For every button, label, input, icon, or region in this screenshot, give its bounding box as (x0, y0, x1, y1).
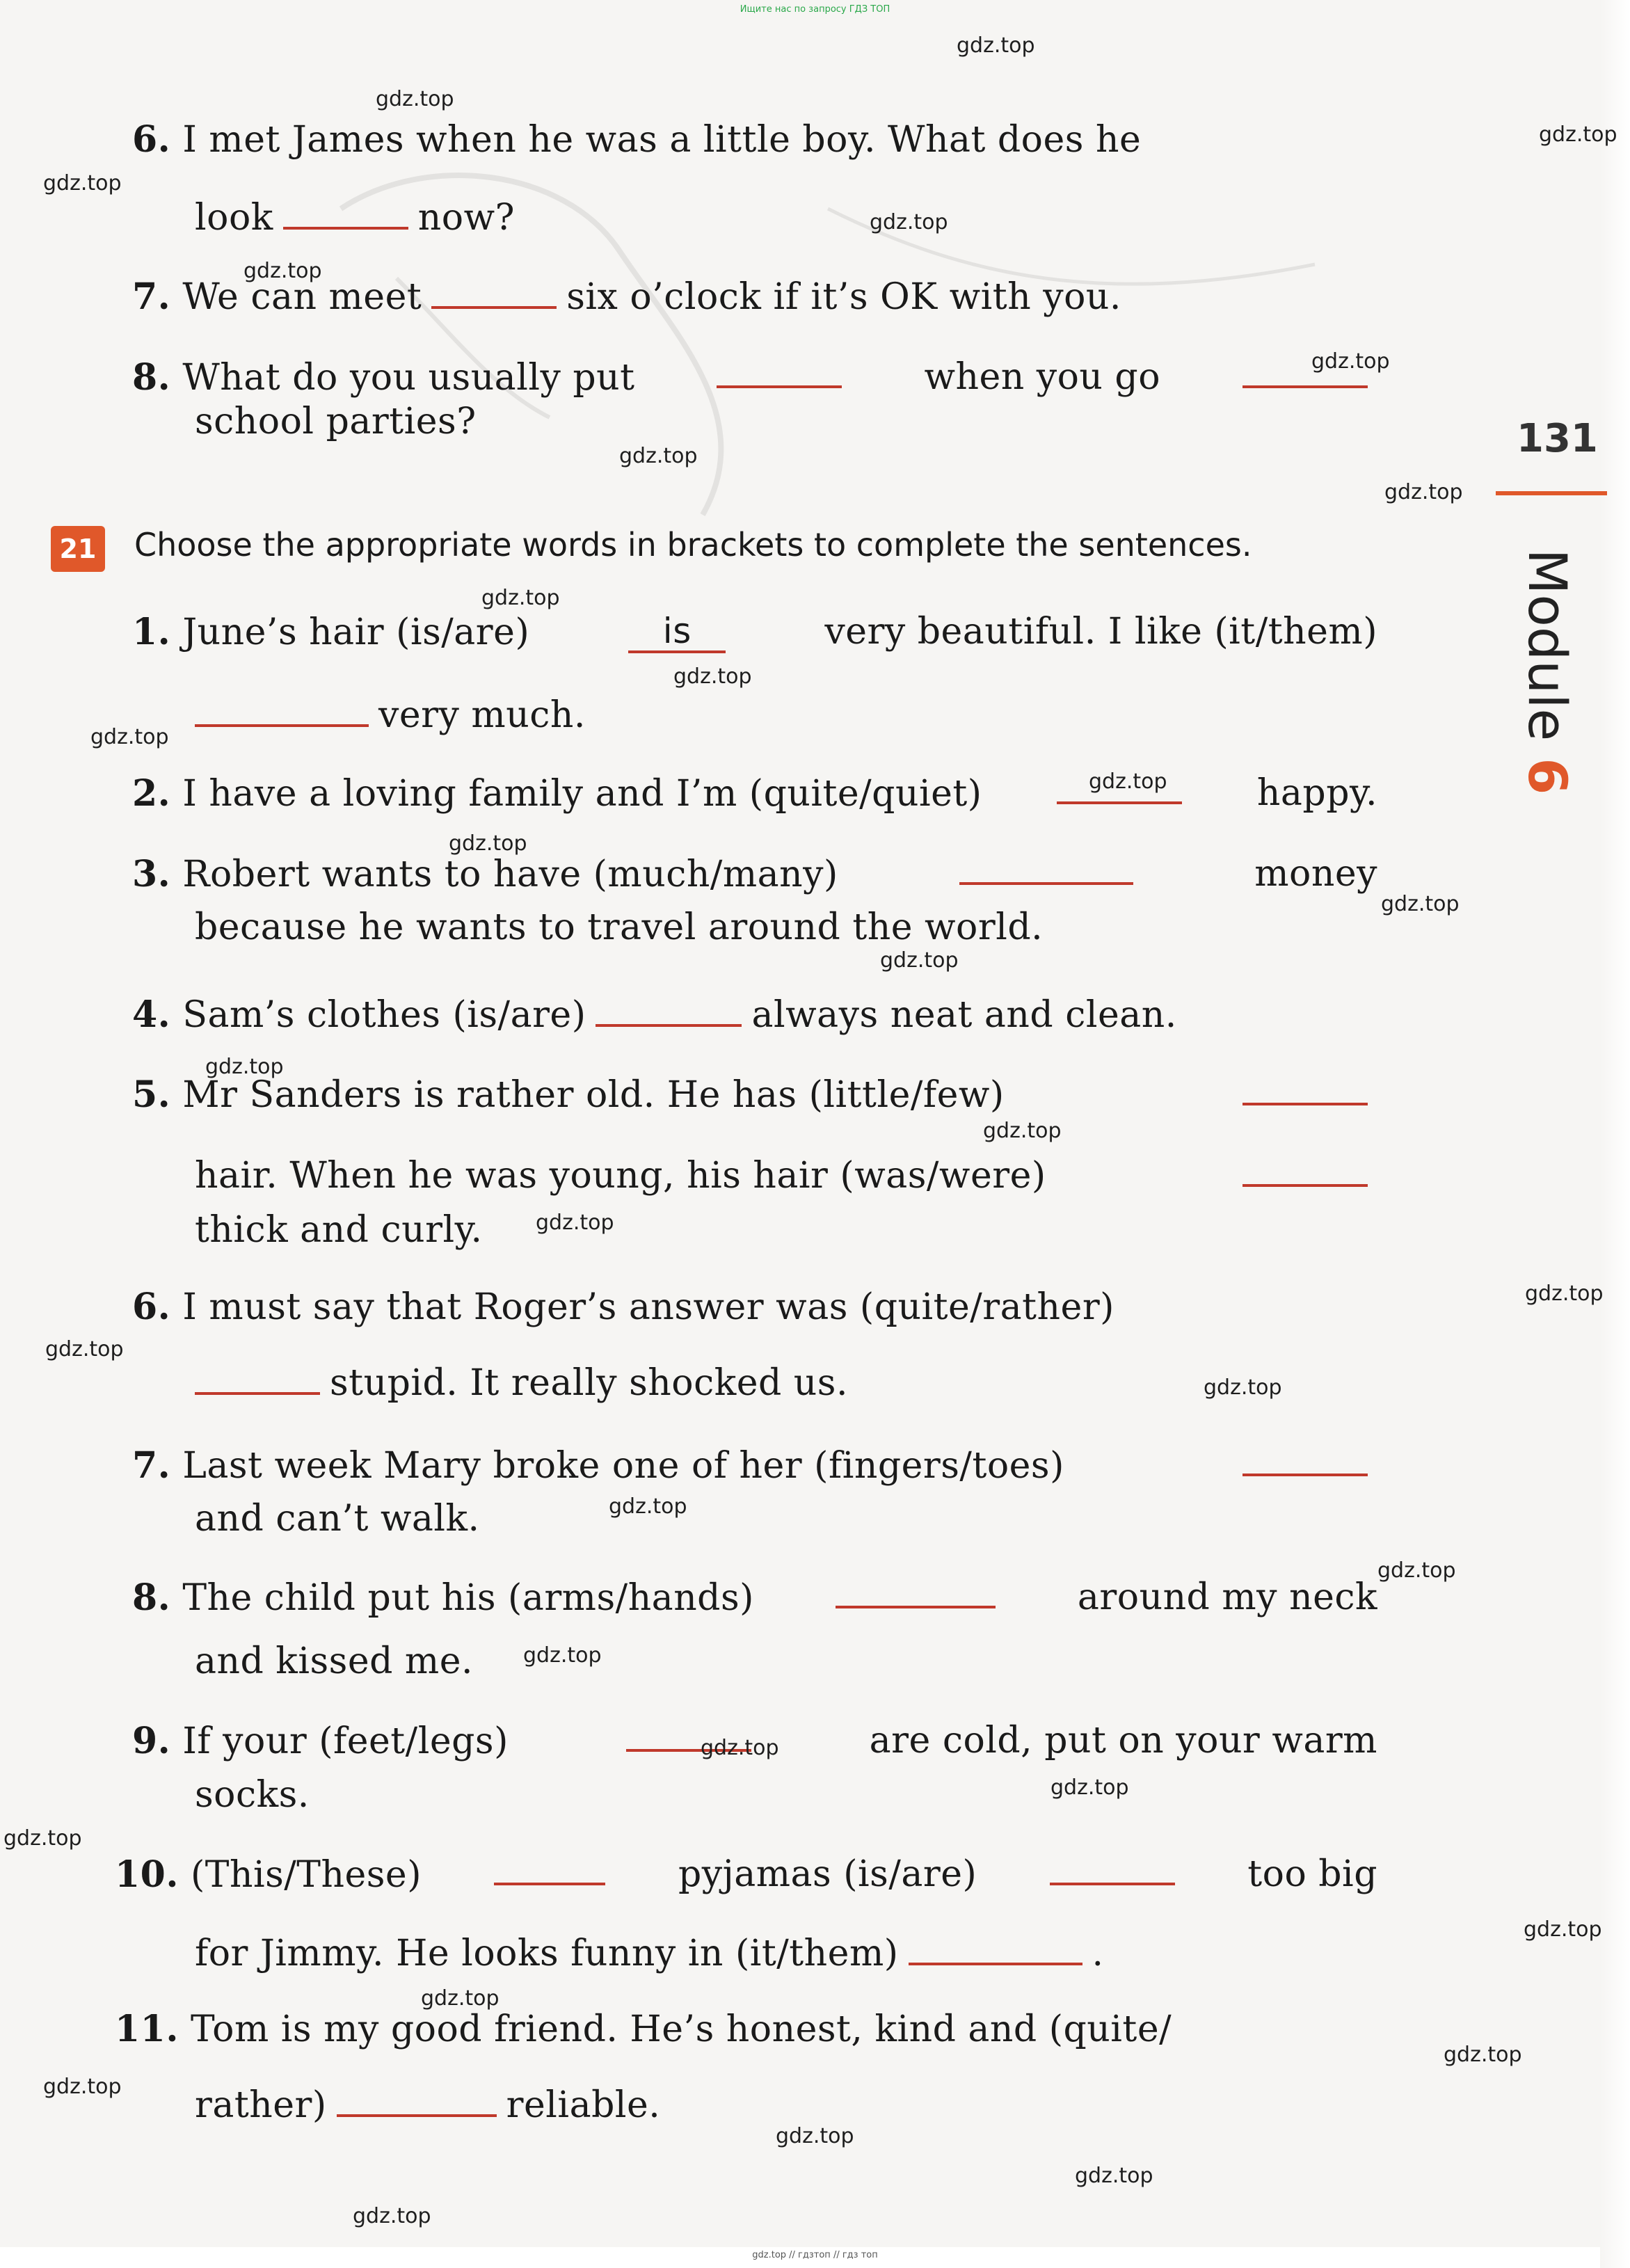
item-text: June’s hair (is/are) (182, 612, 530, 653)
exercise-instruction: Choose the appropriate words in brackets to complete the sentences. (134, 526, 1252, 564)
item-text: because he wants to travel around the world. (195, 907, 1044, 948)
prev-item-text: What do you usually put (182, 357, 635, 399)
answer-blank[interactable] (596, 996, 742, 1027)
exercise-item-10-line1 (115, 1855, 1377, 1895)
prev-item-text: now? (417, 197, 515, 239)
item-text: very beautiful. I like (it/them) (824, 611, 1377, 653)
item-text: for Jimmy. He looks funny in (it/them) (195, 1933, 899, 1974)
prev-item-text: I met James when he was a little boy. What does he (182, 119, 1142, 161)
answer-blank[interactable] (959, 854, 1133, 885)
exercise-number-badge: 21 (51, 526, 105, 572)
item-text: socks. (195, 1774, 310, 1816)
item-text: The child put his (arms/hands) (182, 1577, 754, 1619)
watermark: gdz.top (536, 1211, 614, 1235)
item-text: Robert wants to have (much/many) (182, 854, 838, 895)
item-text: reliable. (506, 2084, 661, 2126)
watermark: gdz.top (1444, 2043, 1522, 2067)
exercise-item-6-line1 (132, 1287, 1377, 1327)
prev-item-number: 8. (132, 356, 171, 399)
watermark: gdz.top (701, 1736, 779, 1760)
exercise-item-9-line2 (195, 1775, 310, 1815)
prev-item-text: when you go (924, 356, 1161, 398)
item-text: Mr Sanders is rather old. He has (little/few) (182, 1074, 1005, 1116)
exercise-item-11-line2 (195, 2086, 660, 2125)
answer-blank[interactable] (1243, 1075, 1368, 1105)
watermark: gdz.top (983, 1119, 1062, 1143)
item-text: hair. When he was young, his hair (was/were) (195, 1155, 1046, 1197)
watermark: gdz.top (1539, 122, 1617, 147)
item-text: I must say that Roger’s answer was (quite/rather) (182, 1286, 1114, 1328)
watermark: gdz.top (353, 2204, 431, 2228)
watermark: gdz.top (90, 725, 169, 749)
exercise-item-7-line2 (195, 1499, 480, 1539)
prev-item-6-line1 (132, 120, 1377, 160)
exercise-item-5-line3 (195, 1211, 483, 1250)
item-text: thick and curly. (195, 1209, 483, 1251)
exercise-item-10-line2 (195, 1934, 1104, 1974)
watermark: gdz.top (449, 831, 527, 856)
answer-blank[interactable] (195, 696, 369, 727)
watermark: gdz.top (1381, 892, 1460, 916)
watermark: gdz.top (870, 210, 948, 234)
prev-item-text: We can meet (182, 276, 422, 318)
exercise-item-2 (132, 774, 1377, 814)
module-number: 6 (1517, 757, 1579, 794)
watermark: gdz.top (1075, 2164, 1153, 2188)
prev-item-text: look (195, 197, 273, 239)
item-text: money (1254, 853, 1377, 895)
item-text: Sam’s clothes (is/are) (182, 994, 586, 1036)
item-number: 11. (115, 2008, 179, 2050)
watermark: gdz.top (1377, 1558, 1456, 1583)
bottom-banner: gdz.top // гдзтоп // гдз топ (752, 2250, 878, 2260)
item-text: and kissed me. (195, 1640, 474, 1682)
item-text: around my neck (1077, 1576, 1377, 1618)
item-text: Last week Mary broke one of her (fingers/toes) (182, 1445, 1064, 1487)
exercise-item-3-line2 (195, 908, 1043, 948)
exercise-item-11-line1 (115, 2009, 1377, 2050)
exercise-item-1-line1 (132, 612, 1377, 653)
item-text: (This/These) (191, 1854, 422, 1896)
module-tab (1492, 525, 1604, 817)
item-text: . (1092, 1933, 1104, 1974)
watermark: gdz.top (45, 1337, 124, 1361)
prev-item-number: 7. (132, 275, 171, 318)
item-number: 9. (132, 1720, 171, 1762)
exercise-item-4 (132, 995, 1177, 1035)
item-number: 10. (115, 1853, 179, 1896)
prev-item-8-line1 (132, 358, 1377, 398)
exercise-item-8-line1 (132, 1578, 1377, 1618)
item-text: very much. (378, 694, 586, 736)
item-number: 1. (132, 611, 171, 653)
watermark: gdz.top (1311, 349, 1390, 374)
item-number: 4. (132, 993, 171, 1036)
answer-blank[interactable] (909, 1935, 1082, 1965)
item-text: I have a loving family and I’m (quite/quiet) (182, 773, 982, 815)
watermark: gdz.top (1524, 1917, 1602, 1942)
item-number: 8. (132, 1576, 171, 1619)
watermark: gdz.top (880, 948, 959, 973)
top-banner: Ищите нас по запросу ГДЗ ТОП (740, 4, 890, 15)
item-text: happy. (1256, 772, 1377, 814)
item-number: 7. (132, 1444, 171, 1487)
prev-item-text: school parties? (195, 401, 477, 442)
item-text: and can’t walk. (195, 1498, 480, 1540)
watermark: gdz.top (1050, 1775, 1129, 1800)
watermark: gdz.top (957, 33, 1035, 58)
watermark: gdz.top (205, 1055, 284, 1079)
watermark: gdz.top (3, 1826, 82, 1851)
handwritten-answer[interactable]: is (628, 612, 726, 653)
answer-blank[interactable] (836, 1578, 996, 1608)
prev-item-8-line2 (195, 402, 477, 442)
watermark: gdz.top (43, 2075, 122, 2099)
exercise-item-7-line1 (132, 1446, 1377, 1486)
exercise-item-6-line2 (195, 1364, 848, 1403)
watermark: gdz.top (673, 664, 752, 689)
exercise-item-5-line2 (195, 1156, 1377, 1196)
item-text: If your (feet/legs) (182, 1720, 509, 1762)
answer-blank[interactable] (283, 199, 408, 230)
item-text: stupid. It really shocked us. (330, 1362, 849, 1404)
item-text: rather) (195, 2084, 327, 2126)
module-word: Module (1517, 548, 1579, 741)
watermark: gdz.top (43, 171, 122, 195)
page-number-rule (1496, 491, 1607, 495)
answer-blank[interactable] (1243, 1156, 1368, 1187)
watermark: gdz.top (1089, 769, 1167, 794)
watermark: gdz.top (481, 586, 560, 610)
answer-blank[interactable] (494, 1855, 605, 1885)
exercise-item-5-line1 (132, 1075, 1377, 1115)
answer-blank[interactable] (337, 2086, 497, 2117)
watermark: gdz.top (1204, 1375, 1282, 1400)
prev-item-number: 6. (132, 118, 171, 161)
watermark: gdz.top (243, 259, 322, 283)
watermark: gdz.top (1384, 480, 1463, 504)
watermark: gdz.top (609, 1494, 687, 1519)
page-edge (1600, 0, 1630, 2268)
watermark: gdz.top (421, 1986, 500, 2011)
watermark: gdz.top (1525, 1281, 1604, 1306)
exercise-item-3-line1 (132, 854, 1377, 895)
prev-item-6-line2 (195, 198, 515, 238)
item-text: too big (1247, 1853, 1377, 1895)
watermark: gdz.top (376, 87, 454, 111)
answer-blank[interactable] (717, 358, 842, 388)
item-text: are cold, put on your warm (869, 1720, 1377, 1762)
exercise-item-8-line2 (195, 1642, 473, 1682)
exercise-item-1-line2 (195, 696, 586, 735)
item-number: 3. (132, 853, 171, 895)
answer-blank[interactable] (431, 278, 557, 309)
page-number: 131 (1517, 416, 1598, 461)
answer-blank[interactable] (195, 1364, 320, 1395)
item-text: pyjamas (is/are) (678, 1853, 977, 1895)
answer-blank[interactable] (1243, 1446, 1368, 1476)
prev-item-text: six o’clock if it’s OK with you. (566, 276, 1121, 318)
answer-blank[interactable] (1050, 1855, 1175, 1885)
watermark: gdz.top (776, 2124, 854, 2148)
item-text: Tom is my good friend. He’s honest, kind and (quite/ (191, 2009, 1172, 2050)
item-number: 2. (132, 772, 171, 815)
watermark: gdz.top (619, 444, 698, 468)
watermark: gdz.top (523, 1643, 602, 1668)
item-number: 6. (132, 1286, 171, 1328)
item-text: always neat and clean. (751, 994, 1177, 1036)
item-number: 5. (132, 1073, 171, 1116)
